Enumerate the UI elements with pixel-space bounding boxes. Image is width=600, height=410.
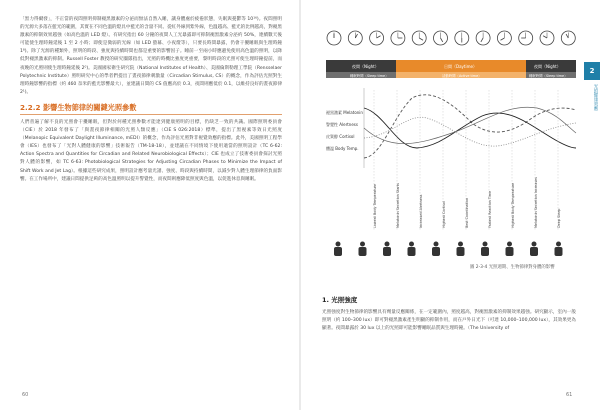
right-page-number: 61 [566, 392, 573, 398]
person-activity-icon [359, 242, 367, 257]
person-activity-icon [481, 242, 489, 257]
clock-icon [476, 31, 490, 45]
left-page-number: 60 [22, 392, 29, 398]
clock-icon [561, 31, 575, 45]
clock-icon [412, 31, 426, 45]
person-activity-icon [408, 242, 416, 257]
section-heading: 2.2.2 影響生物節律的關鍵光照參數 [20, 103, 282, 115]
clock-icon [348, 31, 362, 45]
curve-alertness [364, 108, 576, 148]
curve-body-temp [364, 107, 576, 143]
event-label: Best Coordination [465, 197, 469, 228]
figure-caption: 圖 2-3-4 光照週期、生物節律對身體的影響 [470, 265, 555, 270]
person-activity-icon [383, 242, 391, 257]
event-label: Deep Sleep [557, 208, 561, 228]
clock-icon [497, 31, 511, 45]
event-label: Melatonin Secretion Increases [534, 177, 538, 228]
event-label: Highest Cortisol [442, 201, 446, 228]
clock-icon [455, 31, 469, 45]
subsection-heading: 1. 光照強度 [322, 296, 358, 304]
clock-row [327, 31, 575, 45]
page-gutter [299, 0, 301, 410]
clock-icon [540, 31, 554, 45]
person-activity-icon [555, 242, 563, 257]
left-paragraph-2: 人們普遍了解不良的光照會干擾睡眠，但對於何種光照參數才能達到健康照明的目標，仍缺乏一致的共識。國際照明委員會（CIE）於 2018 年發布了「與晝夜節律相關的光照人類反應」（CIE S 026:2018）標準，提出了黑視素等效日光照度（Melanopic Equivalent Daylight Illuminance, mEDI）的概念，作為評估光照對非視覺效應的指標。此外，美國照明工程學會（IES）也發布了「光對人體健康的影響」技術報告（TM-18-18），並建議在不同情境下使用適當的照明設計（TC 6-62: Action Spectra and Quantities for Circadian and Related Neurobiological Effects）；CIE 也成立了技術委員會探討光照對人體的影響，如 TC 6-63: Photobiological Strategies for Adjusting Circadian Phases to Minimize the Impact of Shift Work and Jet Lag）。根據這些研究成果，照明設計應考量光譜、強度、時段與持續時間，以減少對人體生理節律的負面影響。在工作場所中，建議日間提供足夠的高色溫照明以提升警覺性，而夜間則應降低照度與色溫，以促進休息與睡眠。 [20, 119, 282, 182]
circadian-figure-svg [322, 18, 580, 278]
person-activity-icon [457, 242, 465, 257]
legend-melatonin: 褪黑激素 Melatonin [326, 110, 363, 115]
person-activity-icon [334, 242, 342, 257]
label-sleep-right: 睡眠時間（Sleep time） [529, 74, 568, 78]
clock-icon [391, 31, 405, 45]
event-label: Lowest Body Temperature [373, 183, 377, 228]
person-activity-icon [432, 242, 440, 257]
curve-melatonin [364, 95, 576, 158]
label-sleep-left: 睡眠時間（Sleep time） [350, 74, 389, 78]
clock-icon [370, 31, 384, 45]
clock-icon [327, 31, 341, 45]
label-active: 活動時間（Active time） [442, 74, 482, 78]
legend-cortisol: 皮質醇 Cortisol [326, 134, 355, 139]
left-page-text [20, 16, 282, 184]
legend-body-temp: 體溫 Body Temp. [326, 146, 359, 151]
clock-icon [434, 31, 448, 45]
person-activity-icon [530, 242, 538, 257]
person-activity-icon [506, 242, 514, 257]
event-label: Highest Body Temperature [511, 182, 515, 228]
right-paragraph: 光照強度對生物節律的影響具有劑量反應關係，在一定範圍內，照度越高，對褪黑激素的抑制效果越強。研究顯示，室內一般照明（約 100–300 lux）即可對褪黑激素產生明顯的抑制作用，而在戶外日光下（可達 10,000–100,000 lux），其效果更為顯著。夜間暴露於 30 lux 以上的光照即可能影響睡眠品質與生理時鐘。（The University of [322, 310, 576, 332]
event-label: Melatonin Secretion Starts [396, 183, 400, 228]
event-label: Fastest Reaction Time [488, 190, 492, 228]
chapter-tab: 2 [584, 62, 600, 80]
label-day: 日間（Daytime） [444, 64, 477, 69]
label-night-right: 夜間（Night） [534, 64, 561, 69]
activity-icon-row [334, 242, 563, 257]
label-night-left: 夜間（Night） [352, 64, 379, 69]
clock-icon [519, 31, 533, 45]
right-page-text [322, 296, 576, 333]
left-paragraph-1: 「黑力得爾發」，不正當的夜間照明抑制褪黑激素的分泌而無法自然入睡，讓身體處於疲倦狀態，失眠與憂鬱等 10¹⁶)。夜間照明的光源大多落在藍光的範圍，其實在不同色溫的燈具中藍光的含量不同。從紅外線到紫外線，色溫越高、藍光的比例越高，對褪黑激素的抑制效果越強（如高色溫的 LED 燈）。有研究指出 60 分鐘的夜間人工光暴露即可抑制褪黑激素分泌約 50%，連續數天後可能使生理時鐘延後 1 至 2 小時；即使是微弱的光線（如 LED 螢幕、小夜燈等），只要長時間暴露，仍會干擾睡眠與生理時鐘 1⁸)。除了光源的種類外，照明的時段、強度與持續時間也都是重要的影響因子。睡前一至兩小時應避免使用高色溫的照明，以降低對褪黑激素的抑制。Russell Foster 教授的研究團隊指出，光照的時機比強度更重要，黎明時段的光照可使生理時鐘提前，而夜晚的光照則使生理時鐘延後 2⁰)。美國國家衛生研究院（National Institutes of Health）、美國倫斯勒理工學院（Rensselaer Polytechnic Institute）照明研究中心的學者們提出了晝夜節律刺激量（Circadian Stimulus, CS）的概念，作為評估光照對生理時鐘影響的指標（約 460 奈米的藍光影響最大），並建議日間的 CS 值應高於 0.3，夜間則應低於 0.1，以維持良好的晝夜節律 2¹)。 [20, 17, 282, 95]
legend-alertness: 警覺性 Alertness [326, 122, 358, 127]
event-label: Increased Alertness [419, 194, 423, 228]
chapter-tab-text: 光的健康效應 [593, 84, 598, 111]
circadian-figure [322, 18, 580, 278]
